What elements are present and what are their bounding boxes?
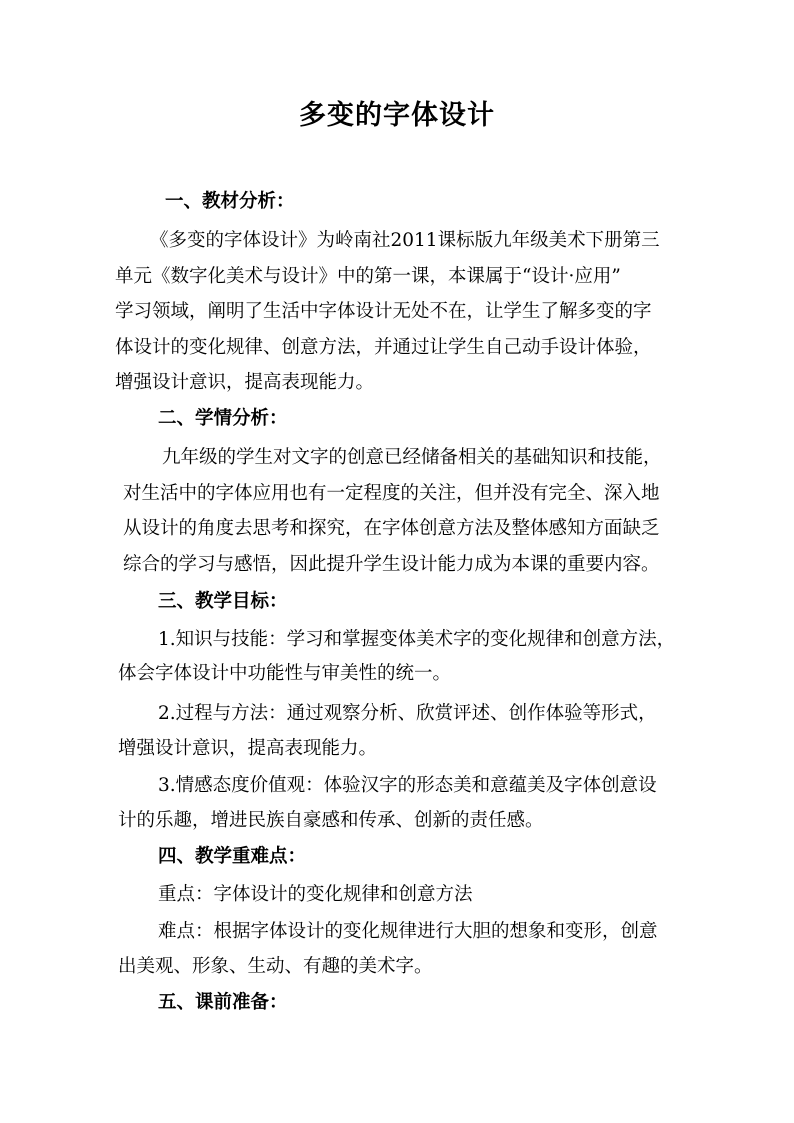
paragraph-line: 3.情感态度价值观：体验汉字的形态美和意蕴美及字体创意设 [158, 775, 657, 796]
paragraph-line: 计的乐趣，增进民族自豪感和传承、创新的责任感。 [118, 810, 544, 831]
section-heading-student-analysis: 二、学情分析： [158, 408, 288, 429]
section-heading-teaching-goals: 三、教学目标： [158, 591, 288, 612]
paragraph-line: 对生活中的字体应用也有一定程度的关注，但并没有完全、深入地 [123, 483, 660, 504]
paragraph-line: 从设计的角度去思考和探究，在字体创意方法及整体感知方面缺乏 [123, 518, 660, 539]
section-heading-key-difficult-points: 四、教学重难点： [158, 846, 307, 867]
paragraph-line: 增强设计意识，提高表现能力。 [115, 372, 375, 393]
paragraph-line: 体设计的变化规律、创意方法，并通过让学生自己动手设计体验， [115, 337, 652, 358]
section-heading-textbook-analysis: 一、教材分析： [165, 191, 295, 212]
paragraph-line: 2.过程与方法：通过观察分析、欣赏评述、创作体验等形式， [158, 703, 657, 724]
paragraph-line: 出美观、形象、生动、有趣的美术字。 [118, 956, 433, 977]
paragraph-line: 增强设计意识，提高表现能力。 [118, 738, 378, 759]
paragraph-line: 九年级的学生对文字的创意已经储备相关的基础知识和技能， [162, 447, 662, 468]
paragraph-line: 单元《数字化美术与设计》中的第一课，本课属于“设计·应用” [115, 266, 621, 287]
section-heading-preparation: 五、课前准备： [158, 992, 288, 1013]
paragraph-line: 体会字体设计中功能性与审美性的统一。 [118, 663, 452, 684]
paragraph-line: 《多变的字体设计》为岭南社2011课标版九年级美术下册第三 [150, 230, 660, 251]
paragraph-line: 1.知识与技能：学习和掌握变体美术字的变化规律和创意方法， [158, 629, 676, 650]
paragraph-line: 重点：字体设计的变化规律和创意方法 [158, 884, 473, 905]
document-title: 多变的字体设计 [299, 100, 495, 131]
paragraph-line: 难点：根据字体设计的变化规律进行大胆的想象和变形，创意 [158, 921, 658, 942]
paragraph-line: 学习领域，阐明了生活中字体设计无处不在，让学生了解多变的字 [115, 301, 652, 322]
paragraph-line: 综合的学习与感悟，因此提升学生设计能力成为本课的重要内容。 [123, 554, 660, 575]
